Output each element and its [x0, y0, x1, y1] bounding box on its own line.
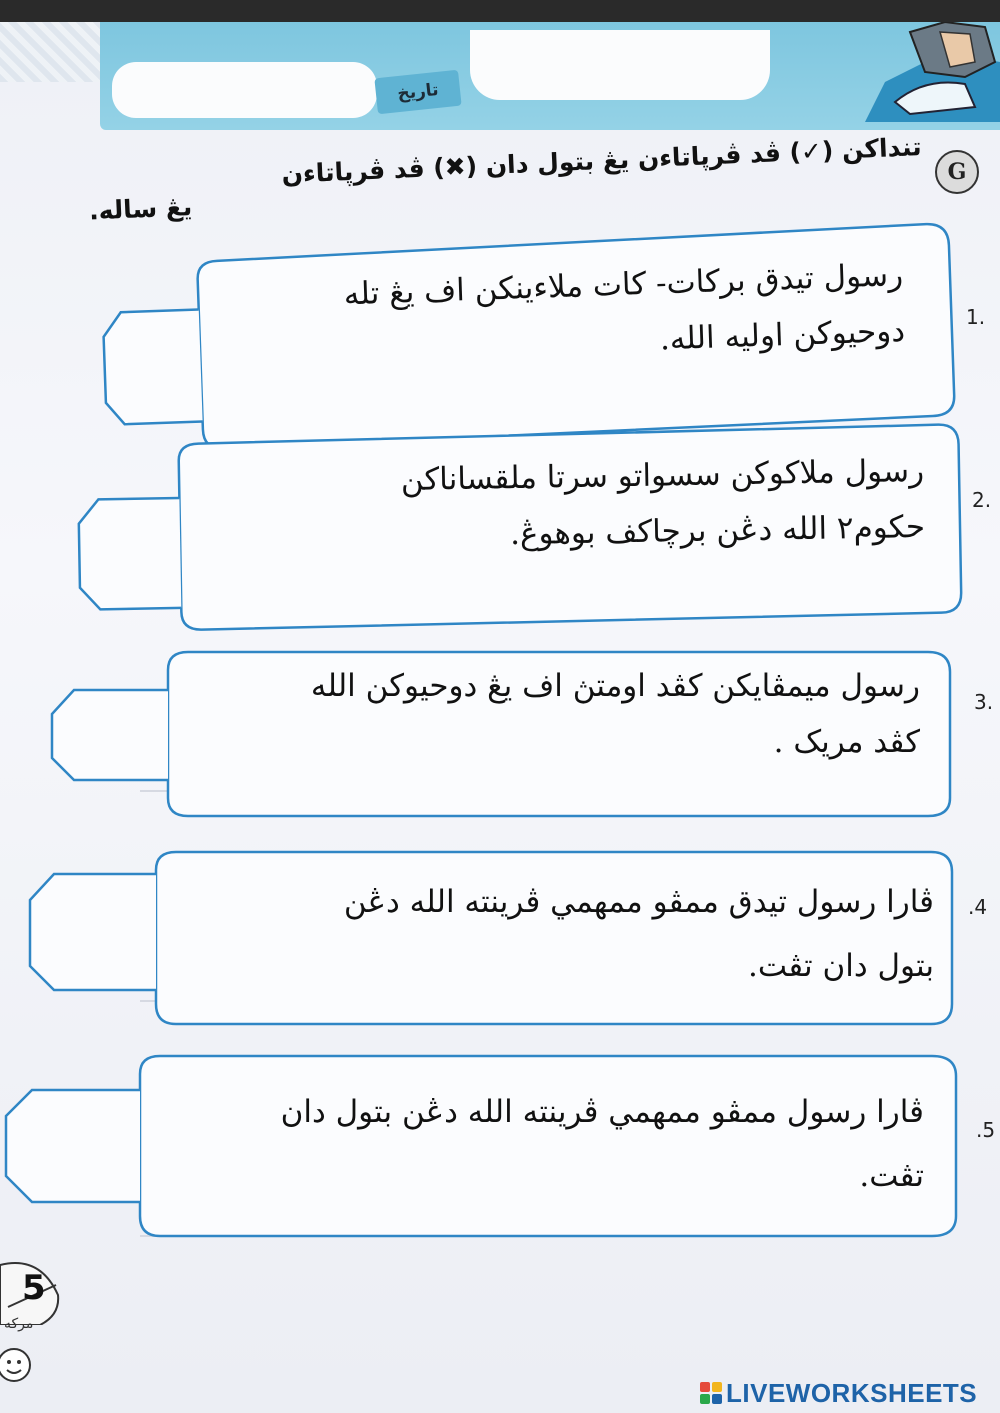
statement-3-line-2: كڤد مريک .	[773, 724, 920, 760]
statement-1-text	[262, 247, 906, 381]
date-field[interactable]	[112, 62, 377, 118]
statement-5-text	[164, 1080, 924, 1208]
statement-3-number: 3.	[974, 690, 994, 714]
student-illustration	[855, 22, 1000, 122]
statement-3-text	[240, 658, 920, 770]
statement-4-checkbox[interactable]	[34, 878, 152, 986]
smiley-icon	[0, 1335, 40, 1390]
name-field[interactable]	[470, 30, 770, 100]
logo-mark-icon	[700, 1382, 722, 1404]
score-value: 5	[22, 1268, 46, 1308]
statement-1-line-1: رسول تيدق بركات- كات ملاءينكن اف يڠ تله	[343, 256, 904, 313]
statement-4-number: .4	[968, 895, 988, 919]
top-edge	[0, 0, 1000, 22]
statement-2	[73, 422, 966, 638]
statement-2-text	[304, 443, 926, 566]
statement-4	[26, 848, 960, 1028]
statement-3	[48, 648, 958, 820]
liveworksheets-logo	[700, 1378, 977, 1408]
statement-5-line-2: تڤت.	[859, 1158, 924, 1194]
statement-5-number: .5	[976, 1118, 996, 1142]
statement-2-line-2: حكوم٢ الله دڠن برچاكف بوهوڠ.	[509, 508, 926, 553]
instruction-line-2: يڠ ساله.	[88, 192, 193, 226]
statement-2-line-1: رسول ملاكوكن سسواتو سرتا ملقساناكن	[400, 452, 925, 499]
logo-text: LIVEWORKSHEETS	[726, 1377, 978, 1408]
statement-5	[2, 1050, 964, 1240]
statement-2-number: 2.	[972, 488, 992, 512]
statement-4-line-1: ڤارا رسول تيدق ممڤو ممهمي ڤرينته الله دڠن	[343, 884, 934, 920]
statement-3-line-1: رسول ميمڤايكن كڤد اومتڽ اف يڠ دوحيوكن الله	[310, 668, 920, 704]
statement-1-number: 1.	[966, 305, 986, 329]
statement-3-checkbox[interactable]	[56, 694, 164, 776]
instruction-line-1: تنداكن (✓) ڤد ڤرپاتاءن يڠ بتول دان (✖) ڤد ڤرپاتاءن	[281, 132, 923, 189]
statement-2-checkbox[interactable]	[82, 502, 179, 606]
date-label: تاريخ	[374, 70, 461, 115]
section-marker: G	[935, 150, 979, 194]
statement-1	[97, 223, 964, 458]
statement-4-text	[214, 870, 934, 998]
statement-5-checkbox[interactable]	[10, 1094, 136, 1198]
statement-1-checkbox[interactable]	[107, 314, 201, 421]
decorative-border	[0, 22, 110, 82]
score-label: مركه	[4, 1316, 34, 1332]
statement-5-line-1: ڤارا رسول ممڤو ممهمي ڤرينته الله دڠن بتول دان	[280, 1094, 924, 1130]
statement-4-line-2: بتول دان تڤت.	[747, 948, 934, 984]
statement-1-line-2: دوحيوكن اوليه الله.	[659, 312, 906, 358]
